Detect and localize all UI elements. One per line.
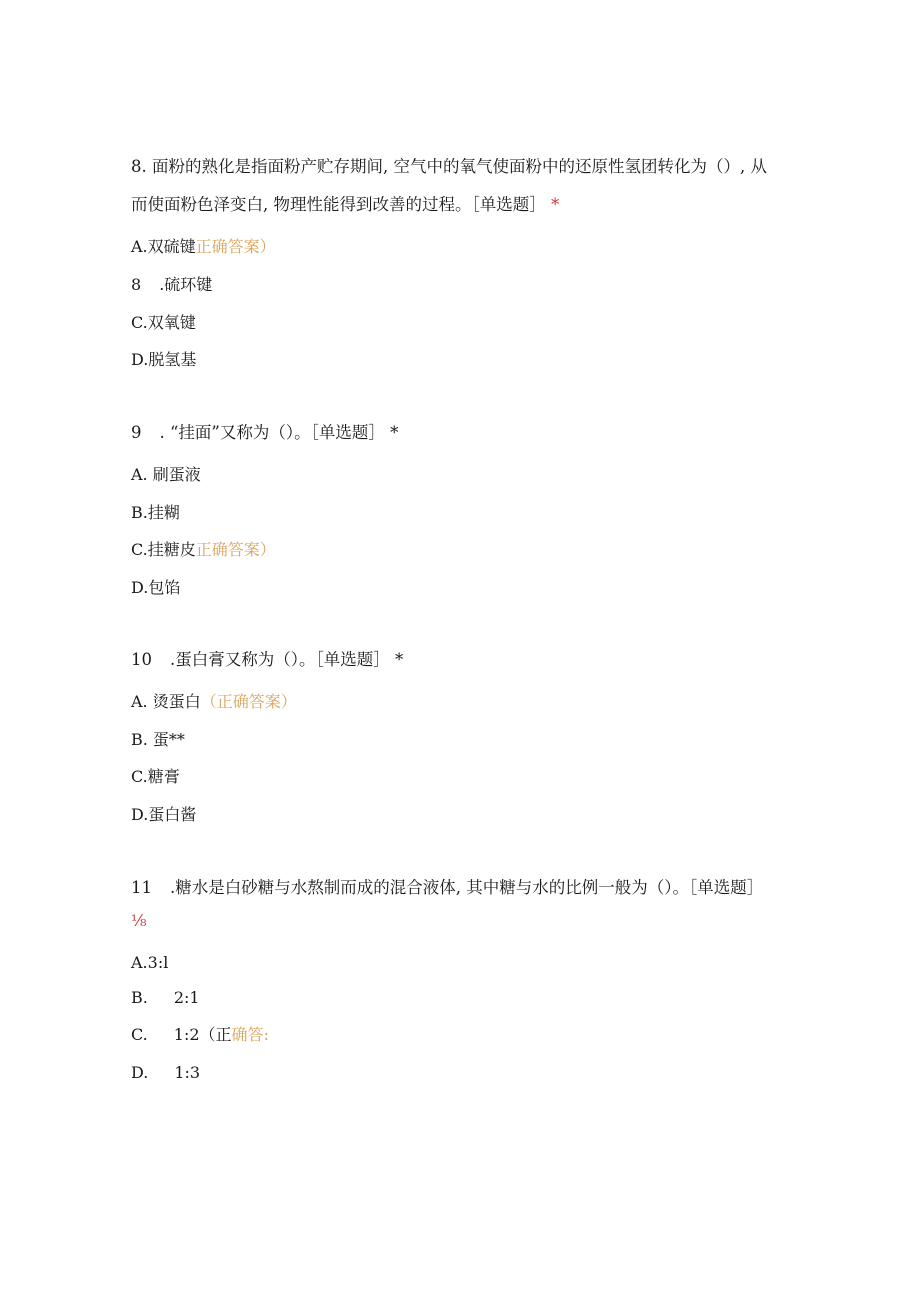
correct-answer-note: （正确答案） <box>200 692 297 711</box>
question-text: 8. 面粉的熟化是指面粉产贮存期间, 空气中的氧气使面粉中的还原性氢团转化为（）, 从 <box>131 157 767 176</box>
required-mark: * <box>390 423 399 442</box>
option-text: C.糖膏 <box>131 767 180 786</box>
option-prefix: 8 <box>131 275 142 294</box>
option-d <box>131 577 180 599</box>
correct-answer-note: 正确答案） <box>195 237 276 256</box>
required-mark: * <box>395 650 404 669</box>
option-text: D.包馅 <box>131 578 181 597</box>
option-a <box>131 952 168 974</box>
option-c <box>131 1024 269 1046</box>
option-label: D. <box>131 1063 149 1082</box>
option-text: D.蛋白酱 <box>131 805 197 824</box>
option-d <box>131 804 196 826</box>
option-b <box>131 987 200 1009</box>
option-text: B.挂糊 <box>131 503 180 522</box>
option-text: C.挂糖皮 <box>131 540 196 559</box>
question-number: 11 <box>131 878 152 897</box>
option-text: A. 烫蛋白 <box>131 692 201 711</box>
option-d <box>131 349 196 371</box>
question-8-line-2 <box>131 194 559 216</box>
option-text: B. 蛋** <box>131 730 185 749</box>
option-b <box>131 729 185 751</box>
option-text: 1:2（正 <box>173 1025 232 1044</box>
option-text: A. 刷蛋液 <box>131 465 201 484</box>
option-text: .硫环键 <box>159 275 213 294</box>
question-text: . “挂面”又称为（）。［单选题］ <box>159 423 385 442</box>
option-label: B. <box>131 988 148 1007</box>
correct-answer-note: 确答: <box>231 1025 269 1044</box>
question-text: .蛋白膏又称为（）。［单选题］ <box>170 650 390 669</box>
option-a <box>131 691 297 713</box>
option-text: A.3:l <box>131 953 169 972</box>
question-11-required <box>131 910 147 932</box>
option-text: A.双硫键 <box>131 237 196 256</box>
option-text: C.双氧键 <box>131 313 196 332</box>
question-11 <box>131 877 763 899</box>
correct-answer-note: 正确答案） <box>195 540 276 559</box>
question-text: .糖水是白砂糖与水熬制而成的混合液体, 其中糖与水的比例一般为（）。［单选题］ <box>170 878 764 897</box>
question-number: 9 <box>131 423 142 442</box>
option-text: 2:1 <box>173 988 200 1007</box>
required-mark: * <box>551 195 560 214</box>
question-10 <box>131 649 403 671</box>
option-b <box>131 502 180 524</box>
required-mark: ⅛ <box>131 911 147 930</box>
option-text: D.脱氢基 <box>131 350 197 369</box>
option-a <box>131 464 201 486</box>
option-c <box>131 539 276 561</box>
option-d <box>131 1062 200 1084</box>
option-a <box>131 236 276 258</box>
question-9 <box>131 422 398 444</box>
option-c <box>131 312 196 334</box>
option-text: 1:3 <box>174 1063 201 1082</box>
question-8-line-1 <box>131 156 767 178</box>
question-number: 10 <box>131 650 152 669</box>
option-label: C. <box>131 1025 148 1044</box>
option-b <box>131 274 212 296</box>
question-text: 而使面粉色泽变白, 物理性能得到改善的过程。［单选题］ <box>131 195 546 214</box>
option-c <box>131 766 180 788</box>
